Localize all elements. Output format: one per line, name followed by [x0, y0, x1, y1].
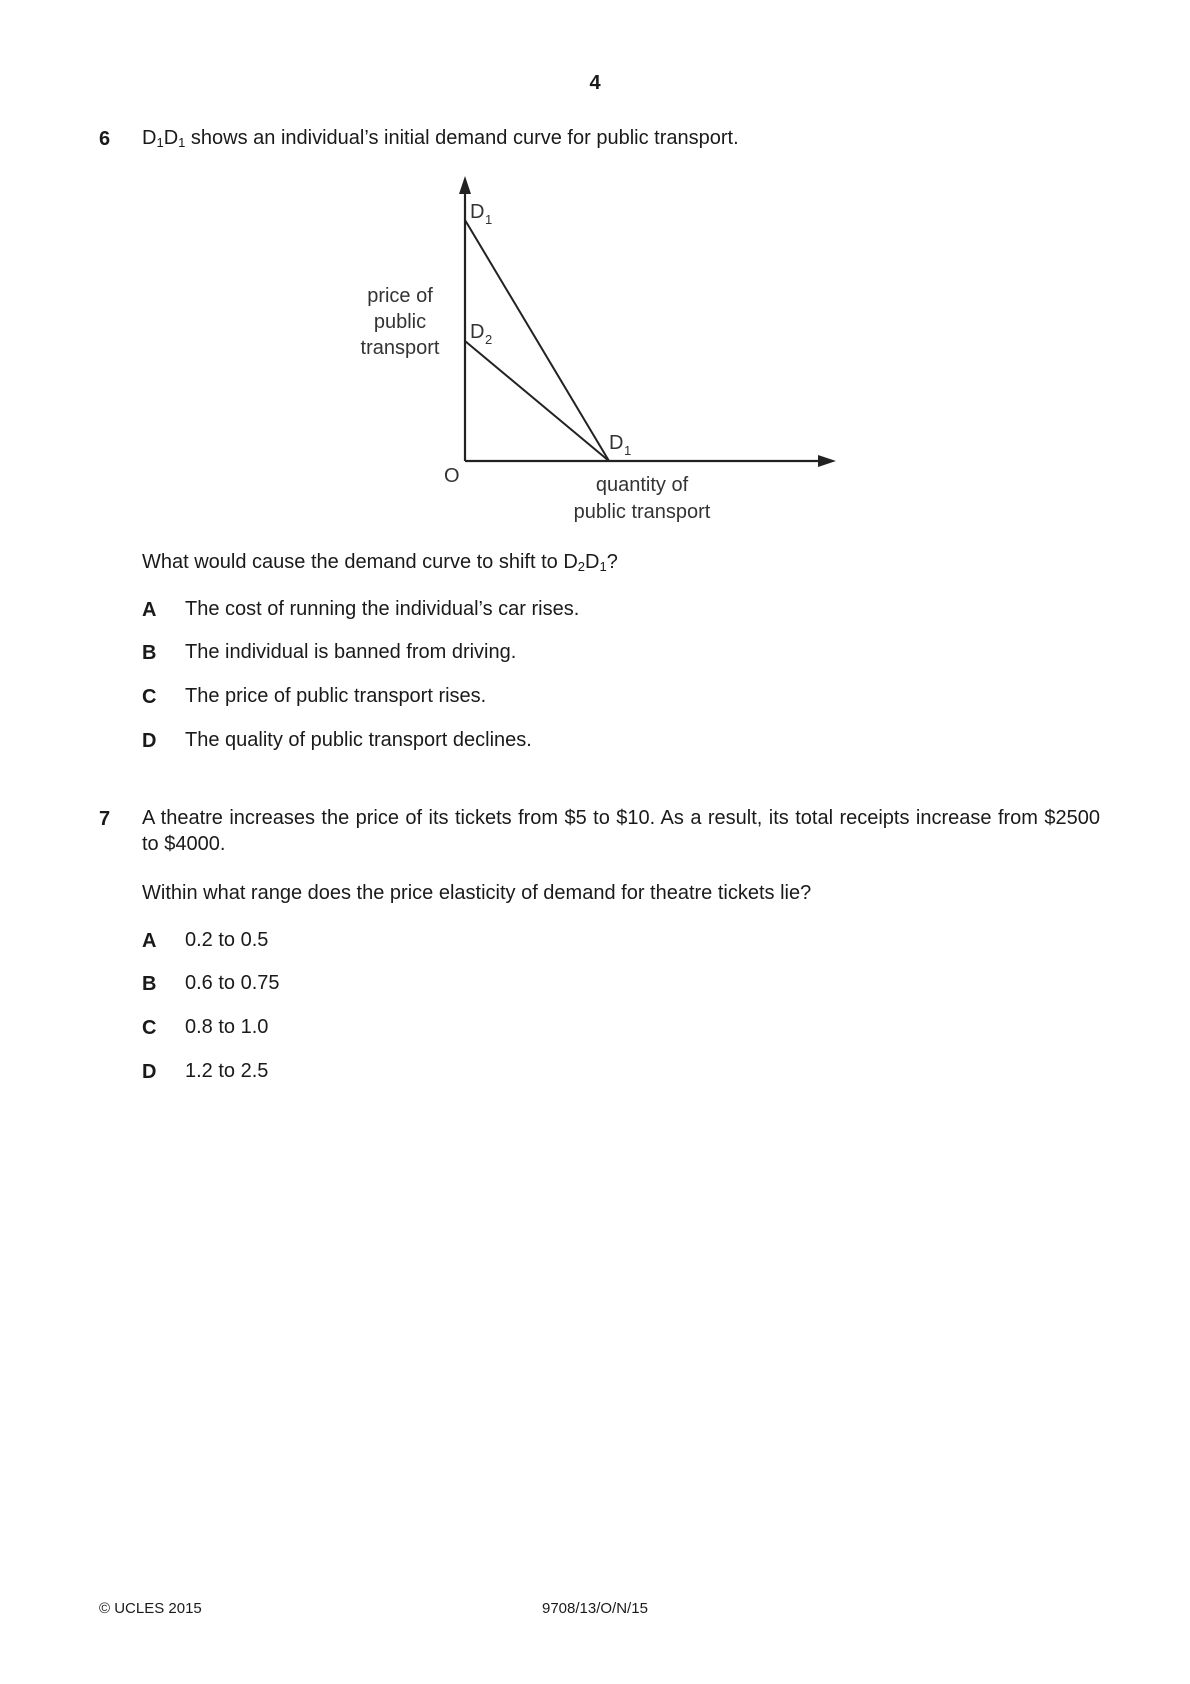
- x-axis-label-line-1: quantity of: [595, 474, 689, 496]
- q6-option-d-letter: D: [142, 730, 157, 752]
- question-7-prompt: Within what range does the price elasticity of demand for theatre tickets lie?: [142, 882, 812, 904]
- q7-option-c-text: 0.8 to 1.0: [185, 1016, 269, 1038]
- q7-option-a-letter: A: [142, 930, 157, 952]
- q6-option-a-text: The cost of running the individual’s car rises.: [185, 598, 580, 620]
- q6-prompt-sub-b: 1: [599, 559, 607, 574]
- q6-prompt-post: ?: [606, 551, 618, 573]
- d1-top-sub: 1: [485, 212, 493, 227]
- q6-option-b-letter: B: [142, 642, 157, 664]
- origin-label: O: [444, 465, 460, 487]
- q6-option-b-text: The individual is banned from driving.: [185, 641, 517, 663]
- question-7-stem: A theatre increases the price of its tickets from $5 to $10. As a result, its total receipts increase from $2500 to $4000.: [142, 807, 1100, 855]
- q6-option-a-letter: A: [142, 599, 157, 621]
- q6-stem-d-a: D: [142, 127, 157, 149]
- y-axis-label-line-1: price of: [367, 285, 433, 307]
- q6-option-d-text: The quality of public transport declines.: [185, 729, 532, 751]
- q6-stem-rest: shows an individual’s initial demand curve for public transport.: [185, 127, 739, 149]
- d1-bottom-label: D: [609, 432, 624, 454]
- q6-prompt-sub-a: 2: [577, 559, 586, 574]
- q7-option-b-letter: B: [142, 973, 157, 995]
- footer-paper-code: 9708/13/O/N/15: [542, 1600, 648, 1617]
- q6-prompt-mid: D: [585, 551, 600, 573]
- q6-option-c-text: The price of public transport rises.: [185, 685, 487, 707]
- d1-bottom-sub: 1: [624, 443, 632, 458]
- y-axis-label-line-2: public: [373, 311, 427, 333]
- footer-copyright: © UCLES 2015: [99, 1600, 202, 1617]
- page-number: 4: [589, 72, 601, 94]
- q6-prompt-pre: What would cause the demand curve to shift to D: [142, 551, 578, 573]
- q7-option-d-letter: D: [142, 1061, 157, 1083]
- y-axis-label-line-3: transport: [360, 337, 440, 359]
- x-axis-arrowhead: [818, 455, 836, 467]
- d2-label: D: [470, 321, 485, 343]
- y-axis-arrowhead: [459, 176, 471, 194]
- q7-option-a-text: 0.2 to 0.5: [185, 929, 269, 951]
- question-7-number: 7: [99, 808, 111, 830]
- question-6-number: 6: [99, 128, 111, 150]
- q7-option-c-letter: C: [142, 1017, 157, 1039]
- d2-sub: 2: [485, 332, 493, 347]
- question-6-prompt: [142, 549, 618, 575]
- q7-option-b-text: 0.6 to 0.75: [185, 972, 280, 994]
- d1-top-label: D: [470, 201, 485, 223]
- q6-stem-sub-b: 1: [178, 135, 186, 150]
- demand-curve-d2d1: [465, 341, 609, 461]
- demand-diagram: [0, 0, 1190, 560]
- q6-stem-sub-a: 1: [156, 135, 164, 150]
- q7-option-d-text: 1.2 to 2.5: [185, 1060, 269, 1082]
- q6-stem-d-b: D: [163, 127, 179, 149]
- x-axis-label-line-2: public transport: [573, 501, 711, 523]
- q6-option-c-letter: C: [142, 686, 157, 708]
